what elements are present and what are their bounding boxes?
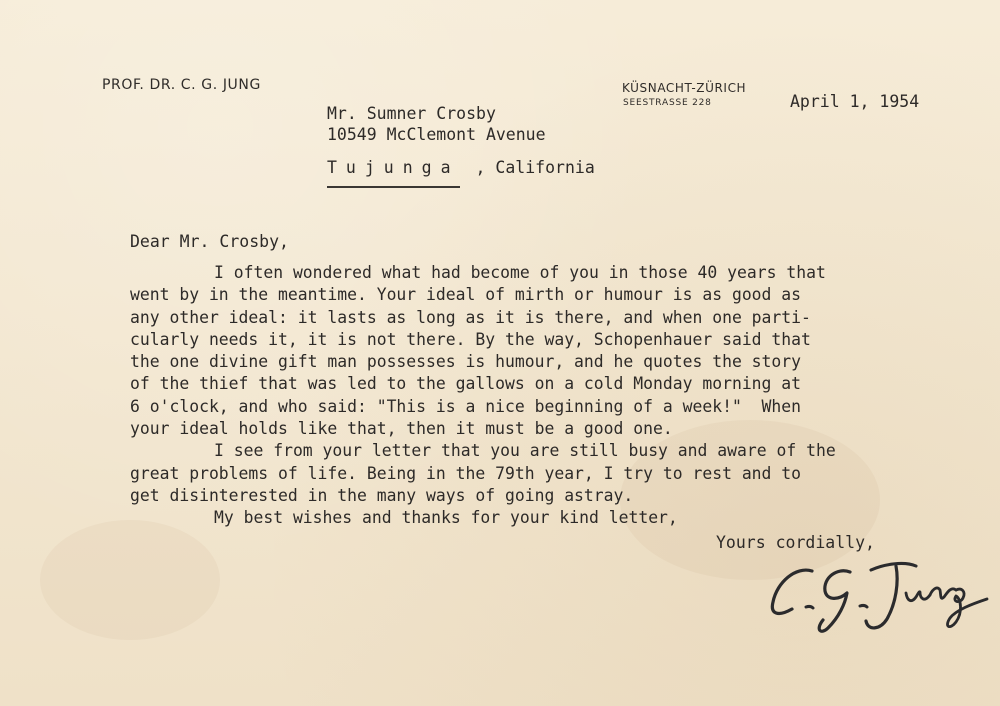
body-line: of the thief that was led to the gallows on a cold Monday morning at (130, 374, 802, 394)
body-line: get disinterested in the many ways of going astray. (130, 485, 634, 505)
letterhead-street: SEESTRASSE 228 (623, 98, 712, 108)
letterhead-city: KÜSNACHT-ZÜRICH (622, 81, 747, 95)
recipient-city-line (327, 156, 595, 188)
recipient-name: Mr. Sumner Crosby (327, 104, 496, 123)
signature-icon (768, 548, 998, 644)
paper-stain (40, 520, 220, 640)
letter-date: April 1, 1954 (790, 92, 920, 111)
body-line: the one divine gift man possesses is humour, and he quotes the story (130, 352, 802, 372)
salutation: Dear Mr. Crosby, (130, 232, 289, 251)
letterhead-name: PROF. DR. C. G. JUNG (102, 77, 261, 93)
body-line: I see from your letter that you are still busy and aware of the (214, 441, 836, 461)
body-line: went by in the meantime. Your ideal of mirth or humour is as good as (130, 285, 802, 305)
recipient-street: 10549 McClemont Avenue (327, 125, 546, 144)
letter-body (130, 262, 836, 530)
body-line: great problems of life. Being in the 79th year, I try to rest and to (130, 463, 802, 483)
body-line: your ideal holds like that, then it must be a good one. (130, 419, 673, 439)
recipient-city: Tujunga (327, 156, 460, 188)
body-line: any other ideal: it lasts as long as it is there, and when one parti- (130, 307, 811, 327)
body-line: 6 o'clock, and who said: "This is a nice beginning of a week!" When (130, 396, 802, 416)
closing: Yours cordially, (716, 533, 875, 552)
body-line: I often wondered what had become of you in those 40 years that (214, 263, 826, 282)
body-line: cularly needs it, it is not there. By the way, Schopenhauer said that (130, 329, 811, 349)
body-line: My best wishes and thanks for your kind letter, (214, 508, 678, 528)
recipient-state: , California (475, 158, 595, 177)
